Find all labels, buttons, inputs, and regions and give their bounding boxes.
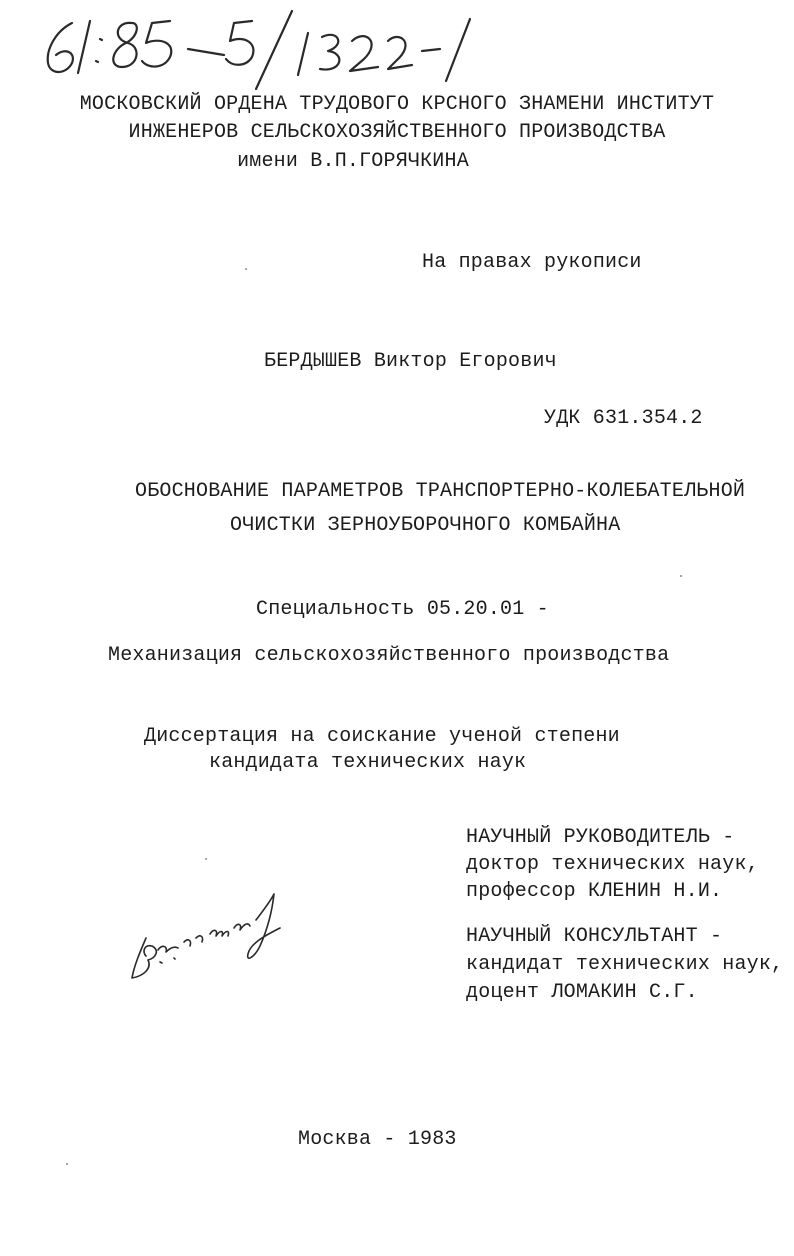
manuscript-note: На правах рукописи [422, 251, 642, 274]
institute-line-1: МОСКОВСКИЙ ОРДЕНА ТРУДОВОГО КРСНОГО ЗНАМЕНИ ИНСТИТУТ [79, 93, 715, 116]
udk-code: УДК 631.354.2 [544, 407, 703, 430]
scan-speck [205, 858, 207, 860]
dissertation-title-line-1: ОБОСНОВАНИЕ ПАРАМЕТРОВ ТРАНСПОРТЕРНО-КОЛЕБАТЕЛЬНОЙ [135, 480, 746, 503]
scan-speck [680, 575, 682, 577]
supervisor-role: НАУЧНЫЙ РУКОВОДИТЕЛЬ - [466, 826, 735, 849]
consultant-role: НАУЧНЫЙ КОНСУЛЬТАНТ - [466, 925, 723, 948]
supervisor-name: профессор КЛЕНИН Н.И. [466, 880, 723, 903]
handwritten-signature [122, 888, 292, 988]
supervisor-degree: доктор технических наук, [466, 853, 759, 876]
dissertation-title-line-2: ОЧИСТКИ ЗЕРНОУБОРОЧНОГО КОМБАЙНА [230, 514, 621, 537]
scan-speck [245, 268, 247, 270]
handwritten-archive-mark [20, 5, 490, 95]
city-year: Москва - 1983 [298, 1128, 457, 1151]
degree-line-2: кандидата технических наук [209, 751, 527, 774]
consultant-degree: кандидат технических наук, [466, 953, 784, 976]
specialty-code: Специальность 05.20.01 - [256, 598, 549, 621]
institute-line-3: имени В.П.ГОРЯЧКИНА [237, 150, 469, 173]
institute-line-2: ИНЖЕНЕРОВ СЕЛЬСКОХОЗЯЙСТВЕННОГО ПРОИЗВОДСТВА [128, 121, 666, 144]
degree-line-1: Диссертация на соискание ученой степени [144, 725, 620, 748]
specialty-name: Механизация сельскохозяйственного производства [108, 644, 670, 667]
author-name: БЕРДЫШЕВ Виктор Егорович [264, 350, 557, 373]
consultant-name: доцент ЛОМАКИН С.Г. [466, 981, 698, 1004]
scan-speck [66, 1163, 68, 1165]
